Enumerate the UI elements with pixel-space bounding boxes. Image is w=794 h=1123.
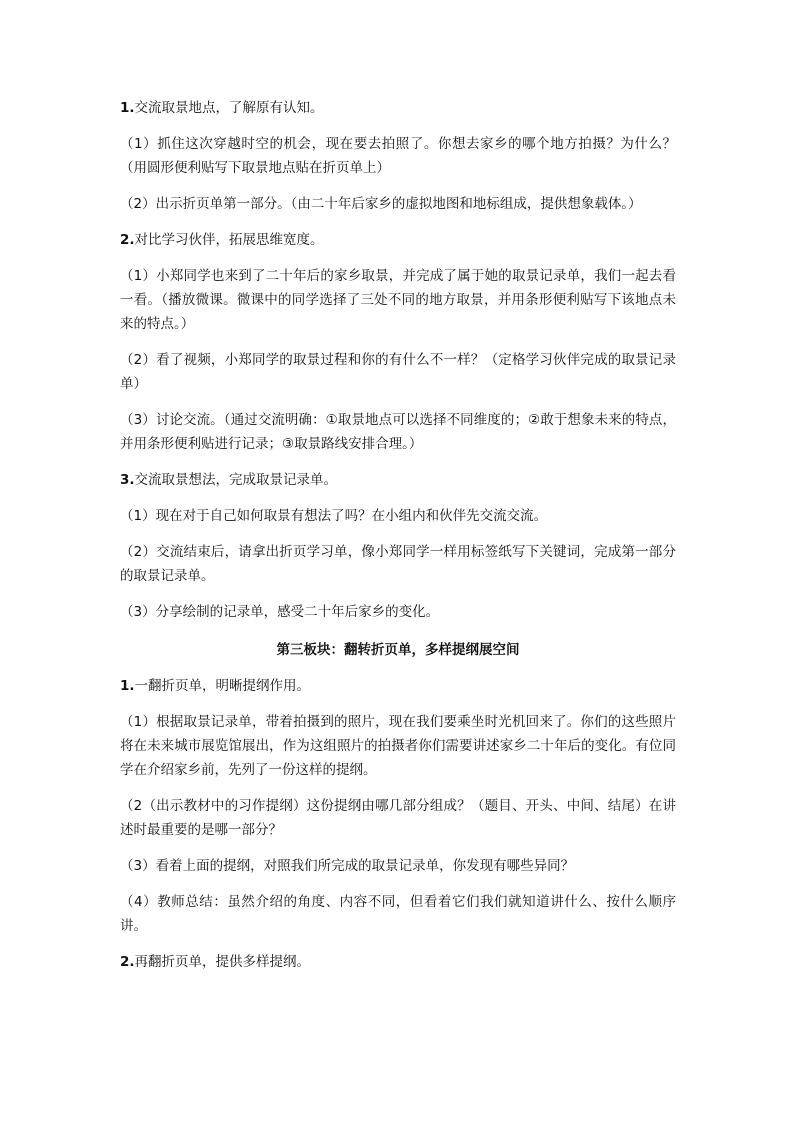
paragraph: （4）教师总结：虽然介绍的角度、内容不同，但看着它们我们就知道讲什么、按什么顺序讲。 xyxy=(120,894,676,934)
item-number: 2. xyxy=(120,954,135,970)
section-heading: 第三板块：翻转折页单，多样提纲展空间 xyxy=(276,642,520,658)
paragraph: （3）看着上面的提纲，对照我们所完成的取景记录单，你发现有哪些异同？ xyxy=(120,858,575,874)
list-item-heading xyxy=(120,468,676,492)
paragraph: （1）抓住这次穿越时空的机会，现在要去拍照了。你想去家乡的哪个地方拍摄？为什么？（用圆形便利贴写下取景地点贴在折页单上） xyxy=(120,136,676,176)
item-number: 2. xyxy=(120,232,135,248)
item-text: 一翻折页单，明晰提纲作用。 xyxy=(134,678,311,694)
document-page xyxy=(120,96,676,974)
item-text: 交流取景想法，完成取景记录单。 xyxy=(134,472,338,488)
item-text: 再翻折页单，提供多样提纲。 xyxy=(134,954,311,970)
paragraph: （2）看了视频，小郑同学的取景过程和你的有什么不一样？（定格学习伙伴完成的取景记录单） xyxy=(120,352,676,392)
paragraph: （1）根据取景记录单，带着拍摄到的照片，现在我们要乘坐时光机回来了。你们的这些照片将在未来城市展览馆展出，作为这组照片的拍摄者你们需要讲述家乡二十年后的变化。有位同学在介绍家乡前，先列了一份这样的提纲。 xyxy=(120,714,676,778)
paragraph: （1）现在对于自己如何取景有想法了吗？在小组内和伙伴先交流交流。 xyxy=(120,508,548,524)
list-item-heading xyxy=(120,674,676,698)
paragraph: （2（出示教材中的习作提纲）这份提纲由哪几部分组成？（题目、开头、中间、结尾）在讲述时最重要的是哪一部分？ xyxy=(120,798,676,838)
list-item-heading xyxy=(120,228,676,252)
item-text: 对比学习伙伴，拓展思维宽度。 xyxy=(134,232,324,248)
paragraph: （1）小郑同学也来到了二十年后的家乡取景，并完成了属于她的取景记录单，我们一起去看一看。（播放微课。微课中的同学选择了三处不同的地方取景，并用条形便利贴写下该地点未来的特点。） xyxy=(120,268,676,332)
item-number: 3. xyxy=(120,472,135,488)
list-item-heading xyxy=(120,96,676,120)
paragraph: （2）出示折页单第一部分。（由二十年后家乡的虚拟地图和地标组成，提供想象载体。） xyxy=(120,196,642,212)
paragraph: （3）分享绘制的记录单，感受二十年后家乡的变化。 xyxy=(120,604,440,620)
paragraph: （2）交流结束后，请拿出折页学习单，像小郑同学一样用标签纸写下关键词，完成第一部分的取景记录单。 xyxy=(120,544,676,584)
item-number: 1. xyxy=(120,678,135,694)
paragraph: （3）讨论交流。（通过交流明确：①取景地点可以选择不同维度的；②敢于想象未来的特点，并用条形便利贴进行记录；③取景路线安排合理。） xyxy=(120,412,676,452)
list-item-heading xyxy=(120,950,676,974)
item-number: 1. xyxy=(120,100,135,116)
item-text: 交流取景地点，了解原有认知。 xyxy=(134,100,324,116)
